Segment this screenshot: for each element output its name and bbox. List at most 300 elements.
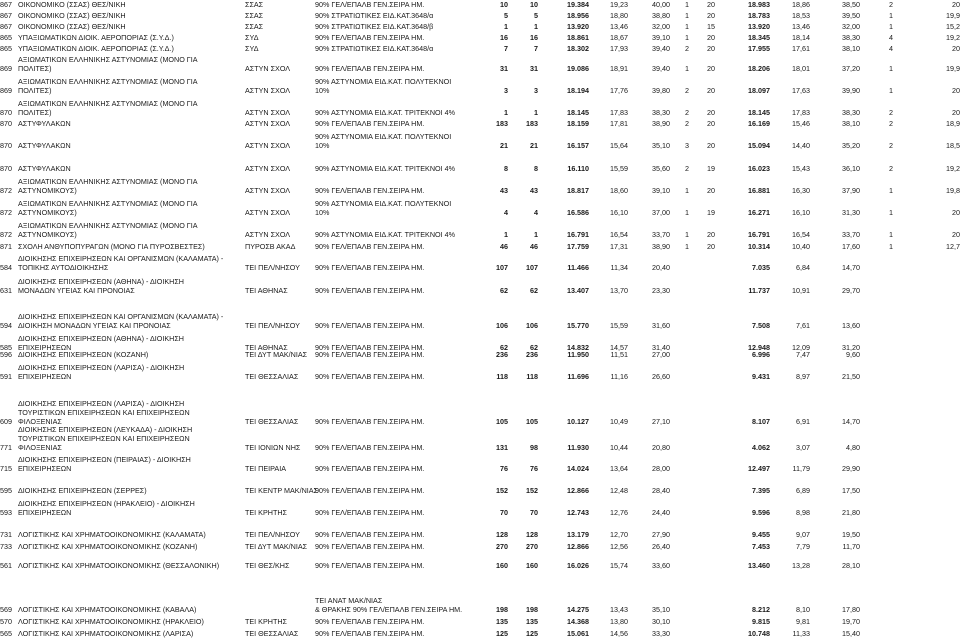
program-code: 871 (0, 242, 12, 251)
max-1: 39,80 (652, 86, 670, 95)
program-name: ΑΣΤΥΦΥΛΑΚΩΝ (18, 141, 71, 150)
max-grade-2: 20 (952, 230, 960, 239)
average-2: 18,14 (792, 33, 810, 42)
last-score-2: 12.948 (748, 343, 770, 352)
admission-category: 90% ΓΕΛ/ΕΠΑΛΒ ΓΕΝ.ΣΕΙΡΑ ΗΜ. (315, 542, 425, 551)
max-1: 33,60 (652, 561, 670, 570)
positions-filled: 31 (530, 64, 538, 73)
max-grade-1: 20 (707, 242, 715, 251)
max-grade-2: 19,8 (946, 186, 960, 195)
admission-category: 90% ΓΕΛ/ΕΠΑΛΒ ΓΕΝ.ΣΕΙΡΑ ΗΜ. (315, 417, 425, 426)
last-score-1: 16.110 (567, 164, 589, 173)
average-2: 18,53 (792, 11, 810, 20)
max-1: 39,10 (652, 186, 670, 195)
positions-filled: 183 (526, 119, 538, 128)
admission-category: 90% ΓΕΛ/ΕΠΑΛΒ ΓΕΝ.ΣΕΙΡΑ ΗΜ. (315, 617, 425, 626)
last-score-2: 9.455 (752, 530, 770, 539)
institution: ΣΣΑΣ (245, 22, 264, 31)
average-2: 17,63 (792, 86, 810, 95)
positions-filled: 236 (526, 350, 538, 359)
average-1: 10,44 (610, 443, 628, 452)
program-name: ΔΙΟΙΚΗΣΗΣ ΕΠΙΧΕΙΡΗΣΕΩΝ (ΗΡΑΚΛΕΙΟ) - ΔΙΟΙΚΗΣΗ ΕΠΙΧΕΙΡΗΣΕΩΝ (18, 499, 195, 517)
average-1: 17,81 (610, 119, 628, 128)
institution: ΤΕΙ ΔΥΤ ΜΑΚ/ΝΙΑΣ (245, 350, 308, 359)
max-grade-1: 19 (707, 208, 715, 217)
program-code: 771 (0, 443, 12, 452)
max-grade-1: 20 (707, 141, 715, 150)
last-score-2: 16.169 (748, 119, 770, 128)
program-name: ΔΙΟΙΚΗΣΗΣ ΕΠΙΧΕΙΡΗΣΕΩΝ (ΠΕΙΡΑΙΑΣ) - ΔΙΟΙΚΗΣΗ ΕΠΙΧΕΙΡΗΣΕΩΝ (18, 455, 191, 473)
program-name: ΔΙΟΙΚΗΣΗΣ ΕΠΙΧΕΙΡΗΣΕΩΝ (ΛΑΡΙΣΑ) - ΔΙΟΙΚΗΣΗ ΕΠΙΧΕΙΡΗΣΕΩΝ (18, 363, 185, 381)
average-2: 9,07 (796, 530, 810, 539)
max-2: 38,10 (842, 44, 860, 53)
last-score-2: 17.955 (748, 44, 770, 53)
average-1: 13,80 (610, 617, 628, 626)
admission-category: 90% ΓΕΛ/ΕΠΑΛΒ ΓΕΝ.ΣΕΙΡΑ ΗΜ. (315, 486, 425, 495)
min-2: 1 (889, 186, 893, 195)
max-1: 27,10 (652, 417, 670, 426)
positions-filled: 135 (526, 617, 538, 626)
admission-category: 90% ΓΕΛ/ΕΠΑΛΒ ΓΕΝ.ΣΕΙΡΑ ΗΜ. (315, 343, 425, 352)
average-1: 15,64 (610, 141, 628, 150)
max-2: 33,70 (842, 230, 860, 239)
program-code: 570 (0, 617, 12, 626)
max-1: 40,00 (652, 0, 670, 9)
last-score-1: 19.384 (567, 0, 589, 9)
average-2: 10,40 (792, 242, 810, 251)
max-1: 20,80 (652, 443, 670, 452)
admission-category: 90% ΑΣΤΥΝΟΜΙΑ ΕΙΔ.ΚΑΤ. ΤΡΙΤΕΚΝΟΙ 4% (315, 108, 455, 117)
institution: ΠΥΡΟΣΒ ΑΚΑΔ (245, 242, 296, 251)
average-2: 15,43 (792, 164, 810, 173)
average-1: 10,49 (610, 417, 628, 426)
min-1: 1 (685, 230, 689, 239)
positions-total: 270 (496, 542, 508, 551)
average-2: 8,97 (796, 372, 810, 381)
institution: ΑΣΤΥΝ ΣΧΟΛ (245, 119, 291, 128)
institution: ΑΣΤΥΝ ΣΧΟΛ (245, 86, 291, 95)
max-2: 21,80 (842, 508, 860, 517)
average-2: 8,10 (796, 605, 810, 614)
max-grade-1: 20 (707, 230, 715, 239)
average-2: 8,98 (796, 508, 810, 517)
last-score-2: 18.783 (748, 11, 770, 20)
max-2: 38,30 (842, 108, 860, 117)
max-1: 38,90 (652, 119, 670, 128)
last-score-2: 11.737 (748, 286, 770, 295)
max-1: 32,00 (652, 22, 670, 31)
average-1: 16,10 (610, 208, 628, 217)
positions-filled: 4 (534, 208, 538, 217)
institution: ΑΣΤΥΝ ΣΧΟΛ (245, 64, 291, 73)
max-grade-2: 12,7 (946, 242, 960, 251)
positions-total: 7 (504, 44, 508, 53)
program-code: 869 (0, 86, 12, 95)
min-1: 3 (685, 141, 689, 150)
max-2: 31,20 (842, 343, 860, 352)
last-score-2: 9.431 (752, 372, 770, 381)
positions-total: 105 (496, 417, 508, 426)
positions-filled: 3 (534, 86, 538, 95)
positions-filled: 62 (530, 286, 538, 295)
last-score-1: 13.920 (567, 22, 589, 31)
max-grade-2: 18,9 (946, 119, 960, 128)
program-name: ΔΙΟΙΚΗΣΗΣ ΕΠΙΧΕΙΡΗΣΕΩΝ (ΑΘΗΝΑ) - ΔΙΟΙΚΗΣΗ ΕΠΙΧΕΙΡΗΣΕΩΝ (18, 334, 184, 352)
average-2: 9,81 (796, 617, 810, 626)
last-score-2: 18.097 (748, 86, 770, 95)
last-score-2: 13.460 (748, 561, 770, 570)
max-1: 38,80 (652, 11, 670, 20)
min-2: 1 (889, 242, 893, 251)
max-grade-2: 19,9 (946, 64, 960, 73)
max-1: 39,40 (652, 44, 670, 53)
max-2: 35,20 (842, 141, 860, 150)
positions-filled: 160 (526, 561, 538, 570)
positions-total: 76 (500, 464, 508, 473)
min-2: 4 (889, 44, 893, 53)
average-1: 13,64 (610, 464, 628, 473)
last-score-2: 10.748 (748, 629, 770, 638)
last-score-2: 18.206 (748, 64, 770, 73)
average-2: 16,30 (792, 186, 810, 195)
last-score-1: 14.275 (567, 605, 589, 614)
max-grade-1: 19 (707, 164, 715, 173)
program-name: ΑΣΤΥΦΥΛΑΚΩΝ (18, 164, 71, 173)
max-2: 37,90 (842, 186, 860, 195)
positions-filled: 107 (526, 263, 538, 272)
max-grade-1: 20 (707, 186, 715, 195)
last-score-1: 13.179 (567, 530, 589, 539)
program-name: ΔΙΟΙΚΗΣΗΣ ΕΠΙΧΕΙΡΗΣΕΩΝ (ΣΕΡΡΕΣ) (18, 486, 147, 495)
institution: ΑΣΤΥΝ ΣΧΟΛ (245, 186, 291, 195)
program-name: ΔΙΟΙΚΗΣΗΣ ΕΠΙΧΕΙΡΗΣΕΩΝ (ΛΕΥΚΑΔΑ) - ΔΙΟΙΚΗΣΗ ΤΟΥΡΙΣΤΙΚΩΝ ΕΠΙΧΕΙΡΗΣΕΩΝ ΚΑΙ ΕΠΙΧΕΙΡΗΣΕΩΝ ΦΙΛΟΞΕΝΙΑΣ (18, 425, 193, 452)
positions-total: 128 (496, 530, 508, 539)
average-1: 18,80 (610, 11, 628, 20)
max-grade-2: 20 (952, 86, 960, 95)
positions-filled: 1 (534, 22, 538, 31)
positions-total: 21 (500, 141, 508, 150)
admission-category: 90% ΓΕΛ/ΕΠΑΛΒ ΓΕΝ.ΣΕΙΡΑ ΗΜ. (315, 242, 425, 251)
program-code: 596 (0, 350, 12, 359)
positions-total: 8 (504, 164, 508, 173)
max-1: 20,40 (652, 263, 670, 272)
min-2: 1 (889, 11, 893, 20)
positions-total: 183 (496, 119, 508, 128)
program-name: ΔΙΟΙΚΗΣΗΣ ΕΠΙΧΕΙΡΗΣΕΩΝ (ΚΟΖΑΝΗ) (18, 350, 149, 359)
positions-filled: 98 (530, 443, 538, 452)
admission-category: 90% ΓΕΛ/ΕΠΑΛΒ ΓΕΝ.ΣΕΙΡΑ ΗΜ. (315, 33, 425, 42)
program-name: ΛΟΓΙΣΤΙΚΗΣ ΚΑΙ ΧΡΗΜΑΤΟΟΙΚΟΝΟΜΙΚΗΣ (ΚΑΒΑΛΑ) (18, 605, 197, 614)
min-2: 2 (889, 164, 893, 173)
min-1: 2 (685, 164, 689, 173)
last-score-2: 6.996 (752, 350, 770, 359)
min-1: 2 (685, 108, 689, 117)
average-2: 6,84 (796, 263, 810, 272)
positions-filled: 8 (534, 164, 538, 173)
positions-total: 10 (500, 0, 508, 9)
positions-total: 236 (496, 350, 508, 359)
program-name: ΣΧΟΛΗ ΑΝΘΥΠΟΠΥΡΑΓΩΝ (ΜΟΝΟ ΓΙΑ ΠΥΡΟΣΒΕΣΤΕΣ) (18, 242, 205, 251)
program-code: 867 (0, 0, 12, 9)
positions-filled: 125 (526, 629, 538, 638)
program-code: 584 (0, 263, 12, 272)
last-score-1: 12.743 (567, 508, 589, 517)
institution: ΑΣΤΥΝ ΣΧΟΛ (245, 141, 291, 150)
positions-total: 1 (504, 22, 508, 31)
average-1: 12,70 (610, 530, 628, 539)
program-name: ΑΞΙΩΜΑΤΙΚΩΝ ΕΛΛΗΝΙΚΗΣ ΑΣΤΥΝΟΜΙΑΣ (ΜΟΝΟ ΓΙΑ ΠΟΛΙΤΕΣ) (18, 55, 198, 73)
institution: ΣΥΔ (245, 44, 259, 53)
average-1: 18,67 (610, 33, 628, 42)
max-grade-1: 20 (707, 33, 715, 42)
average-2: 6,89 (796, 486, 810, 495)
positions-total: 131 (496, 443, 508, 452)
positions-filled: 270 (526, 542, 538, 551)
last-score-2: 7.453 (752, 542, 770, 551)
positions-filled: 105 (526, 417, 538, 426)
max-2: 4,80 (846, 443, 860, 452)
program-name: ΥΠΑΞΙΩΜΑΤΙΚΩΝ ΔΙΟΙΚ. ΑΕΡΟΠΟΡΙΑΣ (Σ.Υ.Δ.) (18, 33, 174, 42)
institution: ΤΕΙ ΙΟΝΙΩΝ ΝΗΣ (245, 443, 301, 452)
min-1: 1 (685, 11, 689, 20)
min-1: 2 (685, 86, 689, 95)
last-score-2: 16.271 (748, 208, 770, 217)
last-score-1: 15.061 (567, 629, 589, 638)
last-score-2: 16.791 (748, 230, 770, 239)
max-grade-2: 18,5 (946, 141, 960, 150)
program-code: 872 (0, 186, 12, 195)
admission-category: 90% ΓΕΛ/ΕΠΑΛΒ ΓΕΝ.ΣΕΙΡΑ ΗΜ. (315, 286, 425, 295)
last-score-1: 17.759 (567, 242, 589, 251)
average-2: 11,33 (792, 629, 810, 638)
last-score-2: 8.212 (752, 605, 770, 614)
program-code: 594 (0, 321, 12, 330)
admission-category: 90% ΓΕΛ/ΕΠΑΛΒ ΓΕΝ.ΣΕΙΡΑ ΗΜ. (315, 64, 425, 73)
max-2: 17,80 (842, 605, 860, 614)
program-name: ΟΙΚΟΝΟΜΙΚΟ (ΣΣΑΣ) ΘΕΣ/ΝΙΚΗ (18, 11, 126, 20)
positions-total: 62 (500, 343, 508, 352)
positions-filled: 5 (534, 11, 538, 20)
average-2: 17,83 (792, 108, 810, 117)
institution: ΤΕΙ ΑΘΗΝΑΣ (245, 343, 288, 352)
max-grade-1: 20 (707, 108, 715, 117)
max-1: 28,40 (652, 486, 670, 495)
max-2: 11,70 (842, 542, 860, 551)
max-2: 17,50 (842, 486, 860, 495)
max-2: 36,10 (842, 164, 860, 173)
min-2: 1 (889, 230, 893, 239)
max-grade-2: 20 (952, 208, 960, 217)
max-1: 26,40 (652, 542, 670, 551)
last-score-2: 12.497 (748, 464, 770, 473)
program-name: ΑΞΙΩΜΑΤΙΚΩΝ ΕΛΛΗΝΙΚΗΣ ΑΣΤΥΝΟΜΙΑΣ (ΜΟΝΟ ΓΙΑ ΑΣΤΥΝΟΜΙΚΟΥΣ) (18, 199, 198, 217)
admission-category: 90% ΑΣΤΥΝΟΜΙΑ ΕΙΔ.ΚΑΤ. ΠΟΛΥΤΕΚΝΟΙ 10% (315, 199, 452, 217)
positions-total: 160 (496, 561, 508, 570)
institution: ΑΣΤΥΝ ΣΧΟΛ (245, 164, 291, 173)
last-score-1: 18.861 (567, 33, 589, 42)
average-1: 11,16 (610, 372, 628, 381)
min-1: 1 (685, 64, 689, 73)
average-1: 12,76 (610, 508, 628, 517)
last-score-1: 11.930 (567, 443, 589, 452)
institution: ΤΕΙ ΘΕΣΣΑΛΙΑΣ (245, 629, 299, 638)
max-2: 37,20 (842, 64, 860, 73)
min-1: 1 (685, 22, 689, 31)
last-score-1: 18.159 (567, 119, 589, 128)
program-code: 569 (0, 605, 12, 614)
program-name: ΥΠΑΞΙΩΜΑΤΙΚΩΝ ΔΙΟΙΚ. ΑΕΡΟΠΟΡΙΑΣ (Σ.Υ.Δ.) (18, 44, 174, 53)
institution: ΤΕΙ ΔΥΤ ΜΑΚ/ΝΙΑΣ (245, 542, 308, 551)
positions-total: 4 (504, 208, 508, 217)
institution: ΣΥΔ (245, 33, 259, 42)
last-score-1: 11.950 (567, 350, 589, 359)
positions-total: 1 (504, 108, 508, 117)
program-name: ΛΟΓΙΣΤΙΚΗΣ ΚΑΙ ΧΡΗΜΑΤΟΟΙΚΟΝΟΜΙΚΗΣ (ΗΡΑΚΛΕΙΟ) (18, 617, 204, 626)
institution: ΤΕΙ ΘΕΣΣΑΛΙΑΣ (245, 372, 299, 381)
last-score-1: 12.866 (567, 486, 589, 495)
program-code: 561 (0, 561, 12, 570)
max-2: 13,60 (842, 321, 860, 330)
min-2: 1 (889, 22, 893, 31)
max-2: 29,70 (842, 286, 860, 295)
positions-filled: 198 (526, 605, 538, 614)
admission-category: 90% ΣΤΡΑΤΙΩΤΙΚΕΣ ΕΙΔ.ΚΑΤ.3648/α (315, 11, 434, 20)
institution: ΑΣΤΥΝ ΣΧΟΛ (245, 108, 291, 117)
positions-total: 198 (496, 605, 508, 614)
max-2: 38,50 (842, 0, 860, 9)
admission-category: 90% ΓΕΛ/ΕΠΑΛΒ ΓΕΝ.ΣΕΙΡΑ ΗΜ. (315, 263, 425, 272)
max-1: 30,10 (652, 617, 670, 626)
max-1: 39,40 (652, 64, 670, 73)
program-name: ΑΞΙΩΜΑΤΙΚΩΝ ΕΛΛΗΝΙΚΗΣ ΑΣΤΥΝΟΜΙΑΣ (ΜΟΝΟ ΓΙΑ ΑΣΤΥΝΟΜΙΚΟΥΣ) (18, 221, 198, 239)
admission-category: 90% ΓΕΛ/ΕΠΑΛΒ ΓΕΝ.ΣΕΙΡΑ ΗΜ. (315, 186, 425, 195)
positions-total: 118 (496, 372, 508, 381)
positions-total: 107 (496, 263, 508, 272)
last-score-2: 8.107 (752, 417, 770, 426)
program-code: 870 (0, 164, 12, 173)
max-1: 35,10 (652, 141, 670, 150)
min-2: 2 (889, 141, 893, 150)
min-2: 1 (889, 208, 893, 217)
positions-filled: 7 (534, 44, 538, 53)
institution: ΤΕΙ ΠΕΙΡΑΙΑ (245, 464, 287, 473)
max-grade-2: 19,9 (946, 11, 960, 20)
positions-filled: 152 (526, 486, 538, 495)
positions-filled: 62 (530, 343, 538, 352)
max-grade-2: 20 (952, 44, 960, 53)
positions-total: 31 (500, 64, 508, 73)
last-score-2: 9.596 (752, 508, 770, 517)
last-score-1: 18.956 (567, 11, 589, 20)
average-1: 11,34 (610, 263, 628, 272)
average-1: 13,46 (610, 22, 628, 31)
max-1: 38,30 (652, 108, 670, 117)
max-1: 31,40 (652, 343, 670, 352)
program-name: ΔΙΟΙΚΗΣΗΣ ΕΠΙΧΕΙΡΗΣΕΩΝ (ΛΑΡΙΣΑ) - ΔΙΟΙΚΗΣΗ ΤΟΥΡΙΣΤΙΚΩΝ ΕΠΙΧΕΙΡΗΣΕΩΝ ΚΑΙ ΕΠΙΧΕΙΡΗΣΕΩΝ ΦΙΛΟΞΕΝΙΑΣ (18, 399, 190, 426)
positions-filled: 118 (526, 372, 538, 381)
positions-total: 62 (500, 286, 508, 295)
program-name: ΑΣΤΥΦΥΛΑΚΩΝ (18, 119, 71, 128)
institution: ΤΕΙ ΘΕΣΣΑΛΙΑΣ (245, 417, 299, 426)
program-name: ΑΞΙΩΜΑΤΙΚΩΝ ΕΛΛΗΝΙΚΗΣ ΑΣΤΥΝΟΜΙΑΣ (ΜΟΝΟ ΓΙΑ ΠΟΛΙΤΕΣ) (18, 99, 198, 117)
average-1: 17,31 (610, 242, 628, 251)
last-score-2: 13.920 (748, 22, 770, 31)
last-score-2: 16.881 (748, 186, 770, 195)
max-2: 9,60 (846, 350, 860, 359)
institution: ΤΕΙ ΚΡΗΤΗΣ (245, 508, 287, 517)
program-name: ΛΟΓΙΣΤΙΚΗΣ ΚΑΙ ΧΡΗΜΑΤΟΟΙΚΟΝΟΜΙΚΗΣ (ΛΑΡΙΣΑ) (18, 629, 194, 638)
last-score-1: 12.866 (567, 542, 589, 551)
last-score-1: 18.302 (567, 44, 589, 53)
max-grade-1: 20 (707, 64, 715, 73)
positions-filled: 76 (530, 464, 538, 473)
last-score-1: 19.086 (567, 64, 589, 73)
max-grade-1: 20 (707, 0, 715, 9)
average-2: 18,01 (792, 64, 810, 73)
average-2: 7,61 (796, 321, 810, 330)
program-name: ΟΙΚΟΝΟΜΙΚΟ (ΣΣΑΣ) ΘΕΣ/ΝΙΚΗ (18, 0, 126, 9)
admission-category: 90% ΑΣΤΥΝΟΜΙΑ ΕΙΔ.ΚΑΤ. ΠΟΛΥΤΕΚΝΟΙ 10% (315, 77, 452, 95)
average-1: 11,51 (610, 350, 628, 359)
average-1: 15,59 (610, 164, 628, 173)
max-2: 31,30 (842, 208, 860, 217)
positions-total: 152 (496, 486, 508, 495)
admission-category: 90% ΓΕΛ/ΕΠΑΛΒ ΓΕΝ.ΣΕΙΡΑ ΗΜ. (315, 508, 425, 517)
min-2: 2 (889, 108, 893, 117)
max-1: 33,70 (652, 230, 670, 239)
last-score-2: 7.035 (752, 263, 770, 272)
max-grade-1: 20 (707, 11, 715, 20)
average-2: 14,40 (792, 141, 810, 150)
program-code: 595 (0, 486, 12, 495)
program-name: ΟΙΚΟΝΟΜΙΚΟ (ΣΣΑΣ) ΘΕΣ/ΝΙΚΗ (18, 22, 126, 31)
max-grade-2: 20 (952, 108, 960, 117)
average-1: 15,59 (610, 321, 628, 330)
max-2: 39,50 (842, 11, 860, 20)
min-2: 1 (889, 86, 893, 95)
min-2: 4 (889, 33, 893, 42)
program-code: 870 (0, 108, 12, 117)
admission-category: 90% ΓΕΛ/ΕΠΑΛΒ ΓΕΝ.ΣΕΙΡΑ ΗΜ. (315, 464, 425, 473)
last-score-1: 14.832 (567, 343, 589, 352)
max-1: 35,60 (652, 164, 670, 173)
institution: ΤΕΙ ΚΕΝΤΡ ΜΑΚ/ΝΙΑΣ (245, 486, 319, 495)
institution: ΤΕΙ ΠΕΛ/ΝΗΣΟΥ (245, 263, 300, 272)
program-code: 870 (0, 119, 12, 128)
min-2: 2 (889, 119, 893, 128)
average-1: 18,60 (610, 186, 628, 195)
last-score-2: 18.145 (748, 108, 770, 117)
program-code: 733 (0, 542, 12, 551)
max-1: 38,90 (652, 242, 670, 251)
average-2: 6,91 (796, 417, 810, 426)
max-2: 32,00 (842, 22, 860, 31)
max-1: 27,00 (652, 350, 670, 359)
last-score-2: 7.395 (752, 486, 770, 495)
average-2: 16,54 (792, 230, 810, 239)
positions-filled: 16 (530, 33, 538, 42)
average-1: 12,56 (610, 542, 628, 551)
last-score-2: 10.314 (748, 242, 770, 251)
last-score-1: 18.817 (567, 186, 589, 195)
admission-category: 90% ΓΕΛ/ΕΠΑΛΒ ΓΕΝ.ΣΕΙΡΑ ΗΜ. (315, 443, 425, 452)
program-code: 593 (0, 508, 12, 517)
last-score-1: 16.586 (567, 208, 589, 217)
program-name: ΔΙΟΙΚΗΣΗΣ ΕΠΙΧΕΙΡΗΣΕΩΝ ΚΑΙ ΟΡΓΑΝΙΣΜΩΝ (ΚΑΛΑΜΑΤΑ) - ΔΙΟΙΚΗΣΗ ΜΟΝΑΔΩΝ ΥΓΕΙΑΣ ΚΑΙ ΠΡΟΝΟΙΑΣ (18, 312, 224, 330)
average-2: 15,46 (792, 119, 810, 128)
last-score-2: 4.062 (752, 443, 770, 452)
average-1: 13,43 (610, 605, 628, 614)
